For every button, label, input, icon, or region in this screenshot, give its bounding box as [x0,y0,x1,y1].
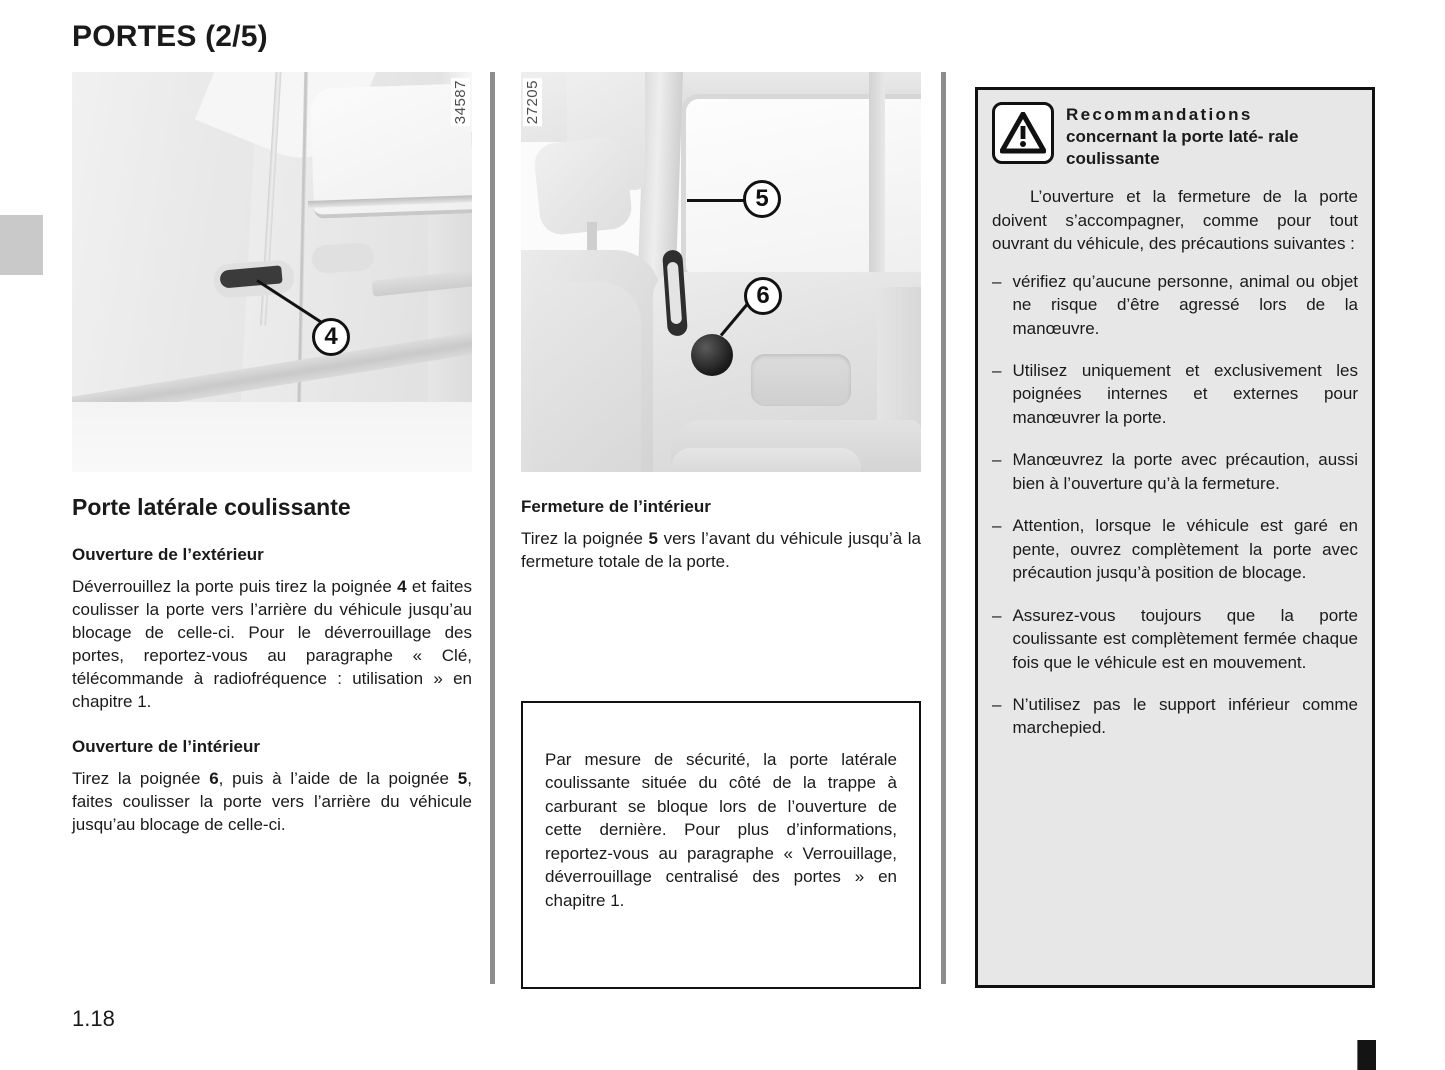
list-text: vérifiez qu’aucune personne, animal ou objet ne risque d’être agressé lors de la manœuvre. [1012,271,1358,338]
list-dash: – [992,516,1002,536]
paragraph-open-interior [72,767,472,836]
note-box [521,701,921,989]
list-dash: – [992,360,1002,380]
warning-title-line2: concernant la porte laté- [1066,126,1264,146]
warning-box [975,87,1375,988]
warning-list [992,270,1358,740]
list-text: Manœuvrez la porte avec précaution, aussi bien à l’ouverture qu’à la fermeture. [1012,450,1358,493]
warning-title-line3: rale coulissante [1066,126,1299,168]
list-text: Attention, lorsque le véhicule est garé en pente, ouvrez complètement la porte avec précaution jusqu’à position de blocage. [1012,516,1358,583]
warning-list-item [992,514,1358,584]
warning-list-item [992,359,1358,429]
figure-code-interior: 27205 [524,80,541,125]
ref-handle-5a: 5 [457,768,468,788]
column-divider-2 [941,72,946,984]
section-heading-sliding-door: Porte latérale coulissante [72,494,351,520]
subheading-open-exterior: Ouverture de l’extérieur [72,544,264,564]
warning-title-line1: Recommandations [1066,105,1253,124]
left-column [72,72,472,836]
column-divider-1 [490,72,495,984]
note-box-text: Par mesure de sécurité, la porte latérale coulissante située du côté de la trappe à carburant se bloque lors de l’ouverture de cette dernière. Pour plus d’informations, reportez-vous au paragraphe « Verrouillage, déverrouillage centralisé des portes » en chapitre 1. [545,750,897,910]
chapter-edge-tab [0,215,43,275]
text-open-interior-c: , faites coulisser la porte vers l’arrière du véhicule jusqu’au blocage de celle-ci. [72,768,472,834]
list-text: N’utilisez pas le support inférieur comme marchepied. [1012,694,1358,738]
text-open-exterior-b: et faites coulisser la porte vers l’arrière du véhicule jusqu’au blocage de celle-ci. Pour le déverrouillage des portes, reportez-vous au paragraphe « Clé, télécommande à radiofréquence : utilisation » en chapitre 1. [72,576,472,712]
warning-header [992,102,1358,169]
list-text: Utilisez uniquement et exclusivement les poignées internes et externes pour manœuvrer la porte. [1012,360,1358,427]
figure-interior-sliding-door [521,72,921,472]
ref-handle-6: 6 [209,768,219,788]
list-text: Assurez-vous toujours que la porte coulissante est complètement fermée chaque fois que le véhicule est en mouvement. [1012,605,1358,672]
page-title: PORTES (2/5) [72,20,268,53]
figure-exterior-sliding-door [72,72,472,472]
callout-4: 4 [312,318,350,356]
warning-title [1066,102,1358,169]
text-open-interior-b: , puis à l’aide de la poignée [218,768,458,788]
subheading-open-interior: Ouverture de l’intérieur [72,736,260,756]
text-open-exterior-a: Déverrouillez la porte puis tirez la poignée [72,576,398,596]
figure-code-exterior: 34587 [452,80,469,125]
warning-intro: L’ouverture et la fermeture de la porte doivent s’accompagner, comme pour tout ouvrant du véhicule, des précautions suivantes : [992,187,1358,254]
interior-door-knob [691,334,733,376]
text-close-interior-b: vers l’avant du véhicule jusqu’à la fermeture totale de la porte. [521,529,921,572]
middle-column [521,72,921,573]
warning-list-item [992,270,1358,340]
list-dash: – [992,605,1002,625]
ref-handle-5b: 5 [648,529,659,549]
list-dash: – [992,694,1002,714]
list-dash: – [992,271,1002,291]
warning-triangle-icon [992,102,1054,164]
paragraph-open-exterior [72,575,472,714]
paragraph-close-interior [521,527,921,573]
corner-marker [1357,1040,1376,1070]
callout-6: 6 [744,277,782,315]
callout-5: 5 [743,180,781,218]
subheading-close-interior: Fermeture de l’intérieur [521,497,711,516]
page-number: 1.18 [72,1006,115,1031]
text-close-interior-a: Tirez la poignée [521,529,649,549]
ref-handle-4: 4 [397,576,407,596]
warning-list-item [992,448,1358,495]
list-dash: – [992,450,1002,470]
text-open-interior-a: Tirez la poignée [72,768,210,788]
warning-list-item [992,693,1358,740]
warning-list-item [992,604,1358,674]
